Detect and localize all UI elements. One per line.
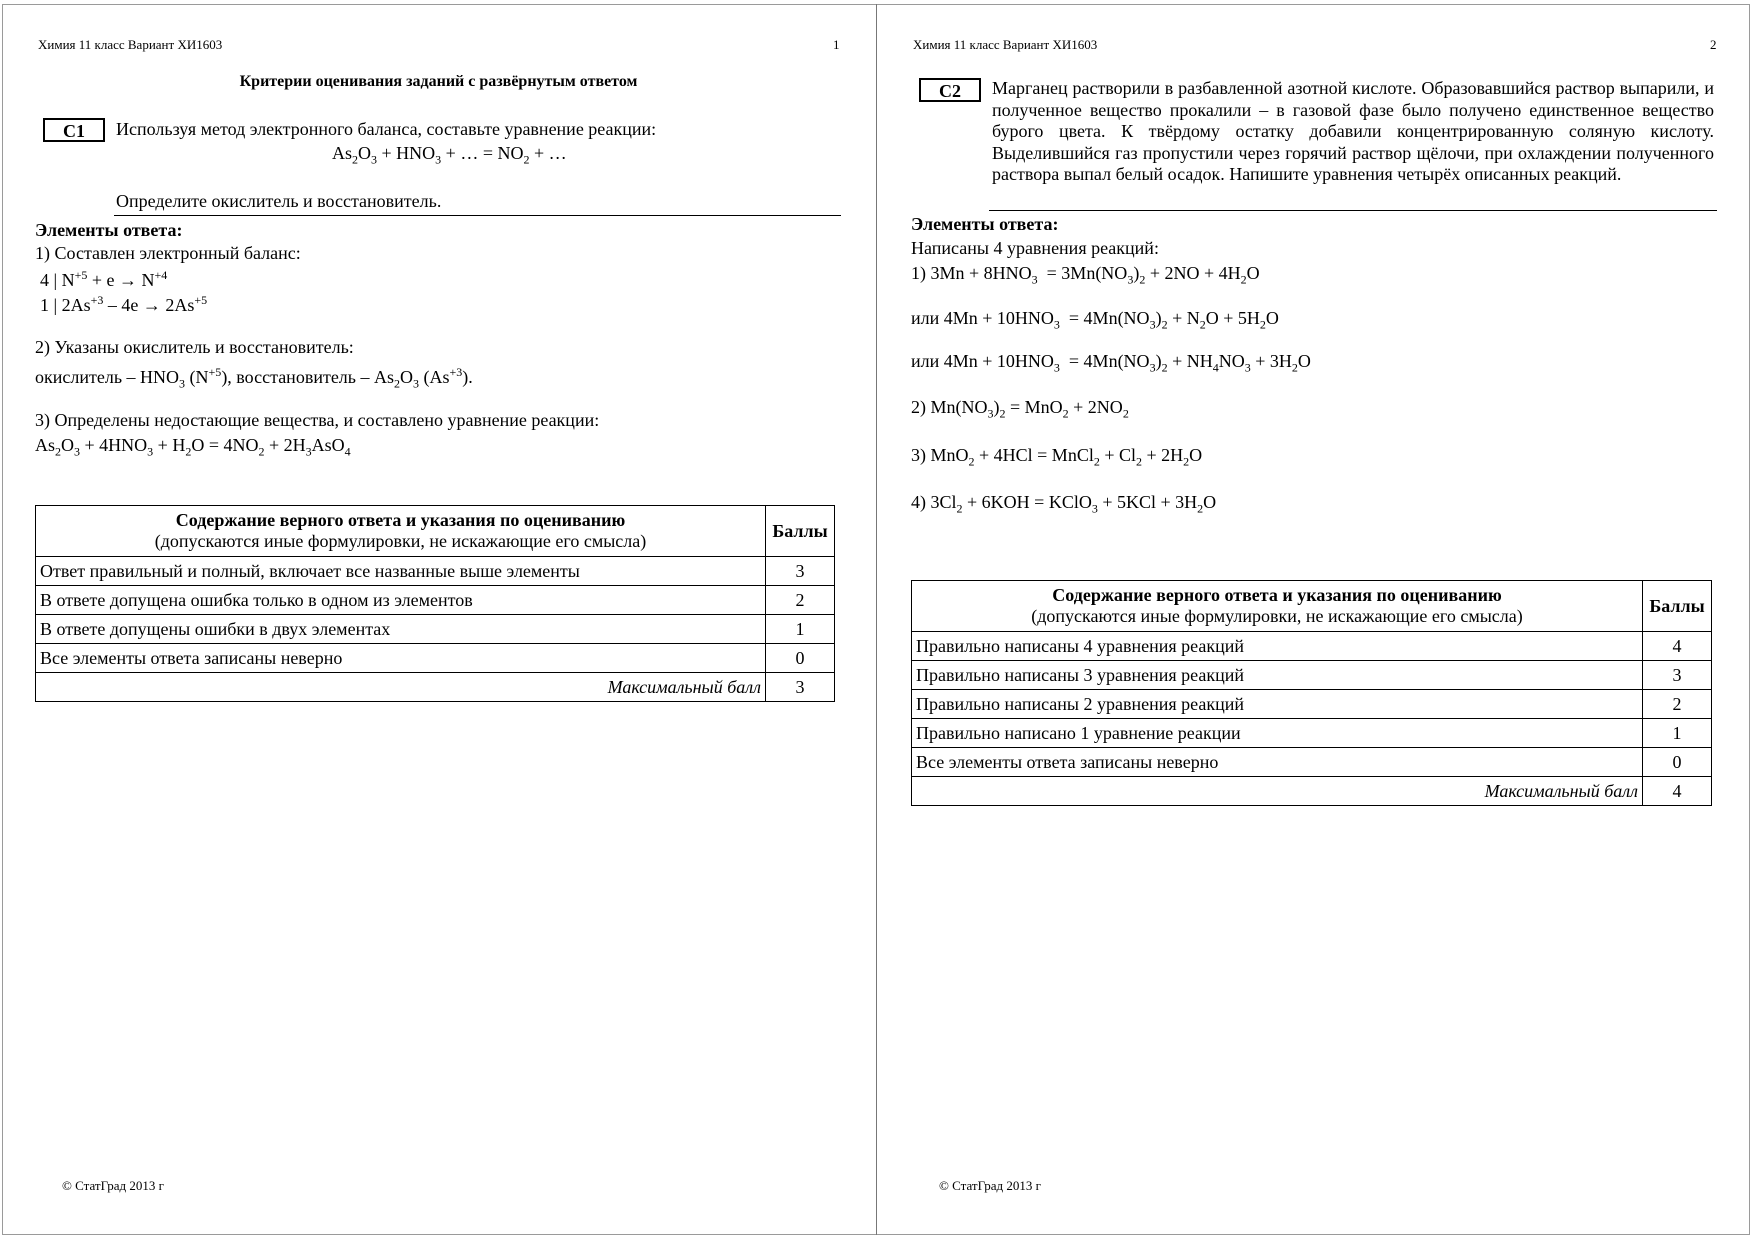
table-header-line-1: Содержание верного ответа и указания по оцениванию (1052, 585, 1502, 605)
equation-4: 4) $3Cl_2 + 6KOH$ = KClO$_3$ + $5KCl + 3H_2O$ (911, 492, 1217, 516)
step-3: 3) Определены недостающие вещества, и составлено уравнение реакции: (35, 410, 600, 430)
table-max-row (36, 673, 835, 702)
task-instruction: Определите окислитель и восстановитель. (116, 191, 442, 211)
row-text: Правильно написано 1 уравнение реакции (912, 719, 1643, 748)
page-2 (877, 0, 1754, 1239)
row-points: 0 (766, 644, 835, 673)
table-header-row (36, 506, 835, 557)
table-row (36, 557, 835, 586)
equation-1: 1) $3Mn + 8HNO_3 = 3Mn(NO_3)_2 + 2NO + 4H_2O$ (911, 263, 1260, 287)
footer-copyright: © СтатГрад 2013 г (939, 1178, 1041, 1193)
table-header-row (912, 581, 1712, 632)
task-equation: $As_2O_3 + HNO_3$ + … = $NO_2$ + … (332, 143, 567, 167)
task-text: Используя метод электронного баланса, составьте уравнение реакции: (116, 119, 657, 139)
grading-table-c1 (35, 505, 835, 702)
written-label: Написаны 4 уравнения реакций: (911, 238, 1159, 258)
table-header-line-1: Содержание верного ответа и указания по оцениванию (175, 510, 626, 530)
table-row (912, 661, 1712, 690)
equation-2: 2) $Mn(NO_3)_2 = MnO_2 + 2NO_2$ (911, 397, 1129, 421)
criteria-title: Критерии оценивания заданий с развёрнутым ответом (239, 73, 638, 90)
step-3-equation: $As_2O_3 + 4HNO_3 + H_2O = 4NO_2 + 2H_3AsO_4$ (35, 435, 351, 459)
row-points: 2 (1643, 690, 1712, 719)
row-points: 3 (1643, 661, 1712, 690)
max-label: Максимальный балл (912, 777, 1643, 806)
table-header-content (912, 581, 1643, 632)
task-label-c2: С2 (919, 78, 981, 102)
table-header-line-2: (допускаются иные формулировки, не искажающие его смысла) (154, 531, 647, 551)
row-points: 3 (766, 557, 835, 586)
max-points: 4 (1643, 777, 1712, 806)
table-row (36, 644, 835, 673)
step-2-detail: окислитель – $HNO_3$ $(N^{+5})$, восстановитель – $As_2O_3$ $(As^{+3})$. (35, 365, 473, 391)
footer-copyright: © СтатГрад 2013 г (62, 1178, 164, 1193)
underline (989, 210, 1717, 211)
elements-heading: Элементы ответа: (35, 220, 183, 240)
balance-line-1: 4 | $N^{+5} + e \to N^{+4}$ (40, 268, 168, 290)
max-points: 3 (766, 673, 835, 702)
row-points: 2 (766, 586, 835, 615)
equation-1-alt-1: или $4Mn + 10HNO_3 = 4Mn(NO_3)_2 + N_2O + 5H_2O$ (911, 308, 1279, 332)
balance-line-2: 1 | $2As^{+3} - 4e \to 2As^{+5}$ (40, 293, 208, 315)
table-row (36, 615, 835, 644)
row-points: 1 (766, 615, 835, 644)
equation-3: 3) MnO$_2$ + 4HCl = MnCl$_2$ + $Cl_2 + 2H_2O$ (911, 445, 1203, 469)
grading-table-c2 (911, 580, 1712, 806)
table-header-content (36, 506, 766, 557)
table-row (912, 719, 1712, 748)
row-text: В ответе допущены ошибки в двух элементах (36, 615, 766, 644)
row-text: В ответе допущена ошибка только в одном из элементов (36, 586, 766, 615)
row-points: 1 (1643, 719, 1712, 748)
row-text: Правильно написаны 2 уравнения реакций (912, 690, 1643, 719)
table-header-line-2: (допускаются иные формулировки, не искажающие его смысла) (1031, 606, 1523, 626)
table-row (912, 632, 1712, 661)
table-row (912, 690, 1712, 719)
running-header: Химия 11 класс Вариант ХИ1603 (38, 37, 223, 52)
step-1: 1) Составлен электронный баланс: (35, 243, 301, 263)
page-number: 1 (833, 37, 840, 52)
row-points: 4 (1643, 632, 1712, 661)
page-number: 2 (1710, 37, 1717, 52)
row-text: Ответ правильный и полный, включает все названные выше элементы (36, 557, 766, 586)
table-header-points: Баллы (766, 506, 835, 557)
max-label: Максимальный балл (36, 673, 766, 702)
task-text: Марганец растворили в разбавленной азотной кислоте. Образовавшийся раствор выпарили, и полученное вещество прокалили – в газовой фазе было получено единственное вещество бурого цвета. К твёрдому остатку добавили концентрированную соляную кислоту. Выделившийся газ пропустили через горячий раствор щёлочи, при охлаждении полученного раствора выпал белый осадок. Напишите уравнения четырёх описанных реакций. (992, 78, 1714, 184)
elements-heading: Элементы ответа: (911, 214, 1059, 234)
row-points: 0 (1643, 748, 1712, 777)
row-text: Все элементы ответа записаны неверно (912, 748, 1643, 777)
running-header: Химия 11 класс Вариант ХИ1603 (913, 37, 1098, 52)
table-row (36, 586, 835, 615)
table-max-row (912, 777, 1712, 806)
equation-1-alt-2: или $4Mn + 10HNO_3 = 4Mn(NO_3)_2 + NH_4NO_3 + 3H_2O$ (911, 351, 1311, 375)
row-text: Правильно написаны 4 уравнения реакций (912, 632, 1643, 661)
row-text: Правильно написаны 3 уравнения реакций (912, 661, 1643, 690)
table-row (912, 748, 1712, 777)
underline (114, 215, 841, 216)
task-label-c1: С1 (43, 118, 105, 142)
row-text: Все элементы ответа записаны неверно (36, 644, 766, 673)
table-header-points: Баллы (1643, 581, 1712, 632)
step-2: 2) Указаны окислитель и восстановитель: (35, 337, 354, 357)
